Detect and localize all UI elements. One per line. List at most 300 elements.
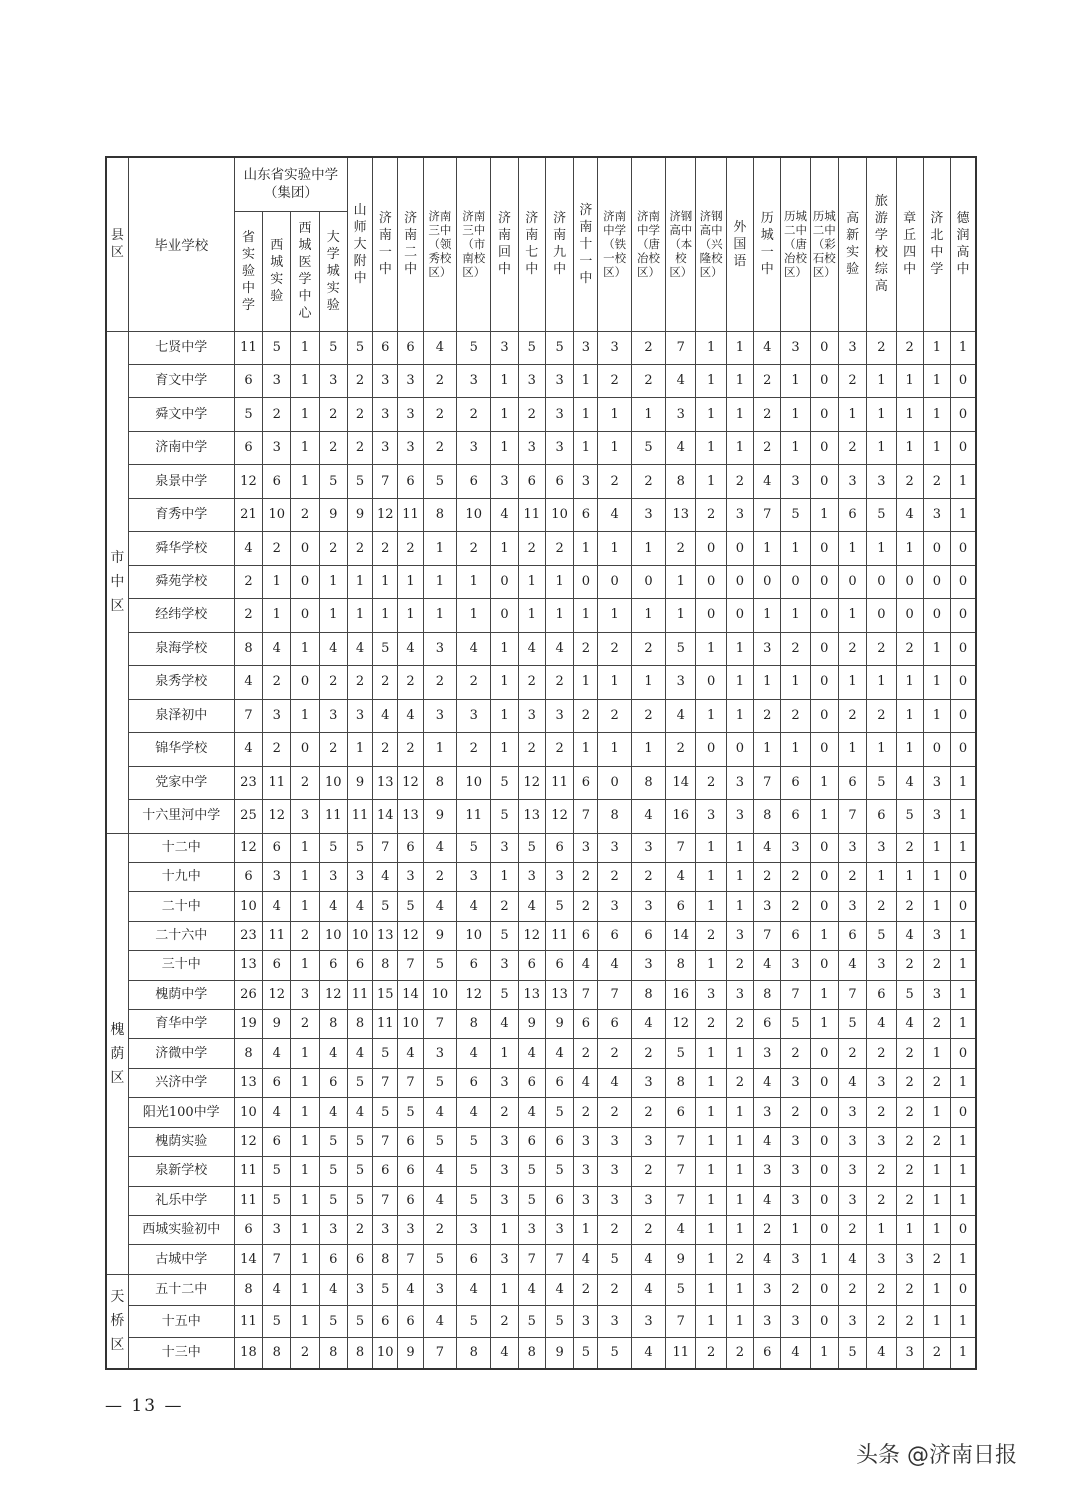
- column-header: 济南中学（唐冶校区）: [631, 157, 665, 331]
- quota-cell: 9: [347, 498, 372, 531]
- quota-cell: 12: [234, 833, 262, 862]
- quota-cell: 1: [457, 565, 491, 598]
- quota-cell: 6: [666, 892, 696, 921]
- quota-cell: 2: [518, 733, 545, 766]
- quota-cell: 12: [666, 1010, 696, 1039]
- table-body: [106, 331, 976, 1369]
- quota-cell: 4: [319, 892, 347, 921]
- quota-cell: 0: [923, 532, 950, 565]
- quota-cell: 11: [263, 766, 291, 799]
- quota-cell: 5: [373, 1274, 398, 1305]
- quota-cell: 9: [263, 1010, 291, 1039]
- quota-cell: 0: [896, 565, 923, 598]
- quota-cell: 3: [726, 498, 753, 531]
- quota-cell: 7: [545, 1245, 573, 1274]
- quota-cell: 3: [631, 892, 665, 921]
- quota-cell: 4: [598, 951, 631, 980]
- quota-cell: 3: [598, 833, 631, 862]
- quota-cell: 10: [398, 1010, 423, 1039]
- quota-cell: 3: [319, 1216, 347, 1245]
- school-name-cell: 泉景中学: [128, 465, 234, 498]
- quota-cell: 11: [518, 498, 545, 531]
- quota-cell: 1: [631, 599, 665, 632]
- quota-cell: 2: [867, 1186, 896, 1215]
- quota-cell: 1: [726, 364, 753, 397]
- school-name-cell: 十九中: [128, 862, 234, 891]
- quota-cell: 2: [896, 1186, 923, 1215]
- quota-cell: 1: [574, 733, 598, 766]
- quota-cell: 2: [696, 921, 726, 950]
- quota-cell: 3: [631, 833, 665, 862]
- quota-cell: 7: [666, 331, 696, 364]
- quota-cell: 0: [951, 892, 976, 921]
- quota-cell: 12: [263, 980, 291, 1009]
- quota-cell: 4: [867, 1010, 896, 1039]
- quota-cell: 1: [574, 666, 598, 699]
- quota-cell: 2: [867, 1039, 896, 1068]
- quota-table: [105, 156, 977, 1370]
- quota-cell: 1: [491, 1216, 518, 1245]
- school-name-cell: 西城实验初中: [128, 1216, 234, 1245]
- table-row: [106, 565, 976, 598]
- quota-cell: 3: [631, 1186, 665, 1215]
- quota-cell: 2: [347, 364, 372, 397]
- quota-cell: 5: [545, 331, 573, 364]
- quota-cell: 3: [838, 465, 866, 498]
- quota-cell: 0: [810, 1127, 838, 1156]
- quota-cell: 1: [951, 1068, 976, 1097]
- quota-cell: 1: [291, 1039, 319, 1068]
- quota-cell: 0: [951, 532, 976, 565]
- quota-cell: 4: [319, 632, 347, 665]
- column-header: 西城医学中心: [291, 211, 319, 331]
- quota-cell: 14: [373, 800, 398, 833]
- quota-cell: 3: [545, 431, 573, 464]
- quota-cell: 11: [666, 1337, 696, 1369]
- quota-cell: 12: [373, 498, 398, 531]
- quota-cell: 0: [696, 733, 726, 766]
- quota-cell: 1: [867, 431, 896, 464]
- school-name-cell: 古城中学: [128, 1245, 234, 1274]
- quota-cell: 4: [398, 1274, 423, 1305]
- quota-cell: 1: [696, 1274, 726, 1305]
- quota-cell: 6: [754, 1010, 781, 1039]
- quota-cell: 12: [263, 800, 291, 833]
- quota-cell: 2: [781, 1039, 810, 1068]
- quota-cell: 4: [263, 1274, 291, 1305]
- quota-cell: 5: [319, 465, 347, 498]
- quota-cell: 12: [398, 921, 423, 950]
- quota-cell: 7: [838, 980, 866, 1009]
- quota-cell: 6: [545, 1186, 573, 1215]
- quota-cell: 2: [754, 398, 781, 431]
- quota-cell: 1: [291, 632, 319, 665]
- quota-cell: 1: [291, 465, 319, 498]
- column-header: 济南十一中: [574, 157, 598, 331]
- quota-cell: 3: [574, 465, 598, 498]
- quota-cell: 1: [491, 532, 518, 565]
- quota-cell: 6: [838, 766, 866, 799]
- quota-cell: 2: [347, 1216, 372, 1245]
- quota-cell: 5: [518, 1186, 545, 1215]
- quota-cell: 8: [666, 951, 696, 980]
- column-header: 济钢高中（本校区）: [666, 157, 696, 331]
- quota-cell: 7: [423, 1337, 456, 1369]
- quota-cell: 3: [398, 862, 423, 891]
- quota-cell: 2: [398, 666, 423, 699]
- school-name-cell: 济南中学: [128, 431, 234, 464]
- quota-cell: 3: [598, 1157, 631, 1186]
- quota-cell: 4: [423, 892, 456, 921]
- quota-cell: 4: [423, 1306, 456, 1337]
- quota-cell: 7: [234, 699, 262, 732]
- quota-cell: 2: [598, 862, 631, 891]
- quota-cell: 2: [896, 465, 923, 498]
- quota-cell: 11: [373, 1010, 398, 1039]
- quota-cell: 12: [234, 1127, 262, 1156]
- quota-cell: 1: [696, 1068, 726, 1097]
- quota-cell: 4: [234, 666, 262, 699]
- quota-cell: 3: [373, 1216, 398, 1245]
- quota-cell: 1: [423, 565, 456, 598]
- quota-cell: 2: [867, 1306, 896, 1337]
- quota-cell: 1: [726, 666, 753, 699]
- quota-cell: 11: [545, 766, 573, 799]
- quota-cell: 7: [598, 980, 631, 1009]
- quota-cell: 1: [923, 1274, 950, 1305]
- quota-cell: 2: [896, 1039, 923, 1068]
- quota-cell: 7: [754, 498, 781, 531]
- quota-cell: 3: [491, 1186, 518, 1215]
- quota-cell: 6: [666, 1098, 696, 1127]
- quota-cell: 3: [291, 980, 319, 1009]
- quota-cell: 10: [457, 766, 491, 799]
- quota-cell: 2: [896, 951, 923, 980]
- quota-cell: 11: [457, 800, 491, 833]
- quota-cell: 6: [598, 1010, 631, 1039]
- quota-cell: 1: [631, 733, 665, 766]
- quota-cell: 5: [347, 1068, 372, 1097]
- quota-cell: 2: [896, 1306, 923, 1337]
- quota-cell: 1: [923, 398, 950, 431]
- quota-cell: 1: [319, 599, 347, 632]
- quota-cell: 2: [666, 532, 696, 565]
- quota-cell: 4: [491, 1337, 518, 1369]
- quota-cell: 1: [923, 1216, 950, 1245]
- quota-cell: 8: [457, 1010, 491, 1039]
- school-name-cell: 泉秀学校: [128, 666, 234, 699]
- quota-cell: 1: [347, 565, 372, 598]
- quota-cell: 4: [666, 699, 696, 732]
- school-header: 毕业学校: [128, 157, 234, 331]
- quota-cell: 4: [491, 498, 518, 531]
- quota-cell: 4: [347, 1098, 372, 1127]
- table-row: [106, 632, 976, 665]
- quota-cell: 2: [291, 921, 319, 950]
- quota-cell: 2: [867, 1098, 896, 1127]
- quota-cell: 6: [754, 1337, 781, 1369]
- quota-cell: 4: [666, 431, 696, 464]
- quota-cell: 3: [319, 862, 347, 891]
- quota-cell: 12: [545, 800, 573, 833]
- quota-cell: 5: [518, 1306, 545, 1337]
- quota-cell: 1: [291, 331, 319, 364]
- quota-cell: 4: [234, 733, 262, 766]
- quota-cell: 8: [263, 1337, 291, 1369]
- quota-cell: 1: [291, 951, 319, 980]
- quota-cell: 3: [896, 1245, 923, 1274]
- quota-cell: 5: [781, 498, 810, 531]
- quota-cell: 8: [234, 1274, 262, 1305]
- quota-cell: 1: [810, 921, 838, 950]
- quota-cell: 10: [319, 766, 347, 799]
- quota-cell: 2: [518, 398, 545, 431]
- quota-cell: 8: [666, 1068, 696, 1097]
- quota-cell: 1: [491, 364, 518, 397]
- district-cell: 天桥区: [106, 1274, 128, 1369]
- quota-cell: 4: [631, 1245, 665, 1274]
- quota-cell: 1: [923, 632, 950, 665]
- quota-cell: 1: [696, 431, 726, 464]
- quota-cell: 11: [234, 1157, 262, 1186]
- quota-cell: 1: [574, 364, 598, 397]
- quota-cell: 6: [518, 1127, 545, 1156]
- quota-cell: 1: [726, 1098, 753, 1127]
- quota-cell: 9: [423, 800, 456, 833]
- quota-cell: 4: [319, 1039, 347, 1068]
- quota-cell: 0: [951, 565, 976, 598]
- quota-cell: 1: [263, 599, 291, 632]
- school-name-cell: 七贤中学: [128, 331, 234, 364]
- quota-cell: 0: [896, 599, 923, 632]
- quota-cell: 4: [263, 1098, 291, 1127]
- quota-cell: 5: [263, 1306, 291, 1337]
- quota-cell: 0: [810, 632, 838, 665]
- quota-cell: 5: [896, 980, 923, 1009]
- quota-cell: 2: [781, 632, 810, 665]
- quota-cell: 1: [457, 599, 491, 632]
- quota-cell: 3: [838, 331, 866, 364]
- quota-cell: 8: [347, 1337, 372, 1369]
- quota-cell: 2: [781, 1274, 810, 1305]
- quota-cell: 3: [923, 921, 950, 950]
- quota-cell: 15: [373, 980, 398, 1009]
- quota-cell: 5: [896, 800, 923, 833]
- quota-cell: 1: [951, 1010, 976, 1039]
- quota-cell: 1: [291, 892, 319, 921]
- quota-cell: 13: [373, 921, 398, 950]
- quota-cell: 7: [398, 951, 423, 980]
- quota-cell: 3: [574, 331, 598, 364]
- table-row: [106, 1337, 976, 1369]
- quota-cell: 1: [838, 666, 866, 699]
- quota-cell: 2: [518, 666, 545, 699]
- quota-cell: 1: [838, 599, 866, 632]
- school-name-cell: 十二中: [128, 833, 234, 862]
- quota-cell: 1: [923, 1157, 950, 1186]
- quota-cell: 4: [754, 951, 781, 980]
- quota-cell: 1: [896, 431, 923, 464]
- quota-cell: 1: [951, 800, 976, 833]
- quota-cell: 3: [545, 1216, 573, 1245]
- quota-cell: 16: [666, 980, 696, 1009]
- quota-cell: 3: [491, 1157, 518, 1186]
- quota-cell: 0: [726, 733, 753, 766]
- quota-cell: 1: [373, 599, 398, 632]
- quota-cell: 4: [666, 1216, 696, 1245]
- quota-cell: 4: [373, 699, 398, 732]
- table-row: [106, 766, 976, 799]
- quota-cell: 10: [234, 892, 262, 921]
- quota-cell: 3: [896, 1337, 923, 1369]
- quota-cell: 3: [545, 364, 573, 397]
- quota-cell: 6: [398, 1186, 423, 1215]
- quota-cell: 3: [491, 833, 518, 862]
- column-header: 西城实验: [263, 211, 291, 331]
- quota-cell: 2: [319, 398, 347, 431]
- quota-cell: 9: [347, 766, 372, 799]
- quota-cell: 5: [867, 921, 896, 950]
- quota-cell: 2: [838, 1274, 866, 1305]
- quota-cell: 1: [574, 398, 598, 431]
- quota-cell: 0: [810, 892, 838, 921]
- quota-cell: 1: [726, 1274, 753, 1305]
- quota-cell: 6: [838, 498, 866, 531]
- quota-cell: 6: [545, 833, 573, 862]
- quota-cell: 3: [491, 465, 518, 498]
- district-cell: 市中区: [106, 331, 128, 833]
- quota-cell: 2: [491, 1306, 518, 1337]
- quota-cell: 13: [234, 951, 262, 980]
- quota-cell: 1: [491, 666, 518, 699]
- quota-cell: 4: [598, 1068, 631, 1097]
- table-row: [106, 599, 976, 632]
- quota-cell: 4: [457, 1098, 491, 1127]
- quota-cell: 4: [423, 1186, 456, 1215]
- watermark: 头条 @济南日报: [856, 1443, 1017, 1468]
- table-row: [106, 1010, 976, 1039]
- quota-cell: 1: [810, 766, 838, 799]
- quota-cell: 6: [518, 951, 545, 980]
- quota-cell: 6: [398, 1157, 423, 1186]
- quota-cell: 7: [518, 1245, 545, 1274]
- quota-cell: 7: [666, 833, 696, 862]
- page-number: — 13 —: [105, 1396, 184, 1416]
- quota-cell: 1: [398, 599, 423, 632]
- school-name-cell: 育秀中学: [128, 498, 234, 531]
- quota-cell: 2: [923, 951, 950, 980]
- quota-cell: 2: [423, 398, 456, 431]
- quota-cell: 4: [518, 892, 545, 921]
- quota-cell: 4: [423, 833, 456, 862]
- quota-cell: 2: [696, 766, 726, 799]
- table-row: [106, 1216, 976, 1245]
- quota-cell: 7: [666, 1186, 696, 1215]
- quota-cell: 1: [291, 1274, 319, 1305]
- quota-cell: 3: [754, 1157, 781, 1186]
- quota-cell: 0: [810, 733, 838, 766]
- quota-cell: 7: [423, 1010, 456, 1039]
- quota-cell: 3: [373, 398, 398, 431]
- quota-cell: 3: [781, 1127, 810, 1156]
- quota-cell: 2: [754, 862, 781, 891]
- quota-cell: 0: [810, 465, 838, 498]
- quota-cell: 3: [574, 1127, 598, 1156]
- quota-cell: 0: [491, 599, 518, 632]
- school-name-cell: 十五中: [128, 1306, 234, 1337]
- school-name-cell: 党家中学: [128, 766, 234, 799]
- quota-cell: 1: [726, 1157, 753, 1186]
- quota-cell: 3: [867, 1068, 896, 1097]
- quota-cell: 5: [666, 632, 696, 665]
- table-row: [106, 699, 976, 732]
- quota-cell: 7: [373, 1186, 398, 1215]
- quota-cell: 23: [234, 766, 262, 799]
- quota-cell: 0: [810, 599, 838, 632]
- quota-cell: 8: [666, 465, 696, 498]
- district-header: 县区: [106, 157, 128, 331]
- table-row: [106, 892, 976, 921]
- quota-cell: 4: [491, 1010, 518, 1039]
- quota-cell: 5: [457, 1157, 491, 1186]
- quota-cell: 2: [398, 532, 423, 565]
- table-row: [106, 833, 976, 862]
- quota-cell: 1: [867, 1216, 896, 1245]
- quota-cell: 1: [696, 892, 726, 921]
- quota-cell: 1: [291, 862, 319, 891]
- quota-cell: 2: [234, 565, 262, 598]
- quota-cell: 6: [398, 1306, 423, 1337]
- quota-cell: 4: [754, 1127, 781, 1156]
- quota-cell: 5: [545, 1098, 573, 1127]
- quota-cell: 1: [491, 632, 518, 665]
- quota-cell: 2: [896, 1098, 923, 1127]
- quota-cell: 2: [574, 1274, 598, 1305]
- quota-cell: 16: [666, 800, 696, 833]
- quota-cell: 1: [896, 666, 923, 699]
- quota-cell: 1: [951, 1245, 976, 1274]
- quota-cell: 4: [666, 364, 696, 397]
- quota-cell: 3: [754, 632, 781, 665]
- quota-cell: 1: [598, 599, 631, 632]
- quota-cell: 7: [373, 465, 398, 498]
- quota-cell: 3: [838, 1127, 866, 1156]
- quota-cell: 3: [781, 1157, 810, 1186]
- quota-cell: 2: [291, 498, 319, 531]
- quota-cell: 1: [754, 666, 781, 699]
- quota-cell: 1: [781, 1216, 810, 1245]
- quota-cell: 1: [951, 1127, 976, 1156]
- quota-cell: 3: [598, 892, 631, 921]
- quota-cell: 5: [319, 1127, 347, 1156]
- quota-cell: 0: [631, 565, 665, 598]
- quota-cell: 13: [398, 800, 423, 833]
- quota-cell: 4: [457, 632, 491, 665]
- quota-cell: 5: [598, 1337, 631, 1369]
- quota-cell: 0: [951, 1274, 976, 1305]
- quota-cell: 5: [263, 331, 291, 364]
- quota-cell: 6: [457, 951, 491, 980]
- quota-cell: 1: [951, 1337, 976, 1369]
- quota-cell: 1: [491, 733, 518, 766]
- quota-cell: 7: [666, 1127, 696, 1156]
- table-row: [106, 1098, 976, 1127]
- quota-cell: 5: [373, 1039, 398, 1068]
- quota-cell: 1: [838, 733, 866, 766]
- quota-cell: 8: [319, 1010, 347, 1039]
- quota-cell: 1: [754, 532, 781, 565]
- column-header: 济南二中: [398, 157, 423, 331]
